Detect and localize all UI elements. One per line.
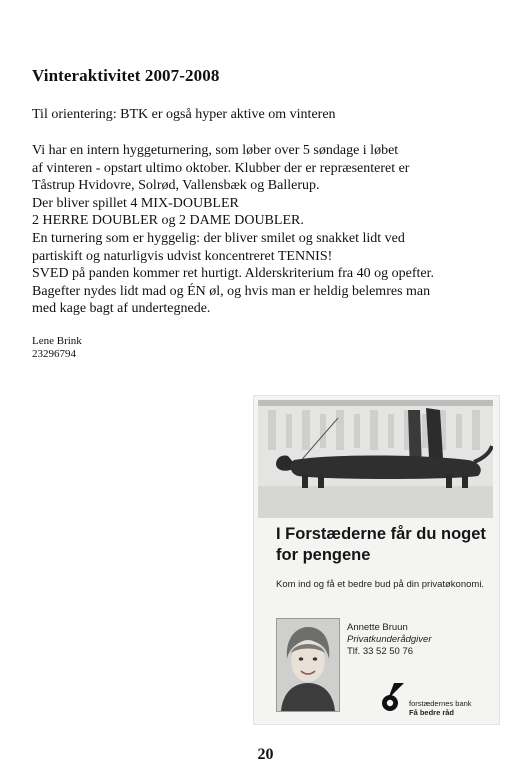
body-line: Der bliver spillet 4 MIX-DOUBLER (32, 195, 239, 211)
ad-headline: I Forstæderne får du noget for pengene (276, 525, 486, 564)
page-number: 20 (257, 746, 274, 763)
dachshund-photo (258, 400, 493, 518)
article-title: Vinteraktivitet 2007-2008 (32, 66, 220, 85)
body-line: SVED på panden kommer ret hurtigt. Alderskriterium fra 40 og opefter. (32, 266, 435, 282)
advisor-name: Annette Bruun (347, 622, 408, 633)
body-line: partiskift og naturligvis udvist koncentreret TENNIS! (32, 248, 333, 264)
body-line: Bagefter nydes lidt mad og ÉN øl, og hvis man er heldig belemres man (32, 283, 431, 299)
advisor-role: Privatkunderådgiver (347, 634, 432, 645)
body-line: Tåstrup Hvidovre, Solrød, Vallensbæk og Ballerup. (32, 178, 320, 194)
body-line: med kage bagt af undertegnede. (32, 301, 211, 317)
signature (32, 335, 82, 361)
bank-tagline: Få bedre råd (409, 707, 455, 717)
article-body (32, 142, 502, 318)
body-line: Vi har en intern hyggeturnering, som løber over 5 søndage i løbet (32, 143, 399, 158)
ad-subtext: Kom ind og få et bedre bud på din privatøkonomi. (276, 579, 485, 590)
body-line: 2 HERRE DOUBLER og 2 DAME DOUBLER. (32, 213, 304, 229)
article-intro: Til orientering: BTK er også hyper aktive om vinteren (32, 107, 336, 122)
advisor-contact (347, 622, 432, 658)
bank-name-block (409, 700, 472, 717)
signature-phone: 23296794 (32, 348, 76, 360)
bank-advertisement (253, 395, 500, 725)
advisor-phone: Tlf. 33 52 50 76 (347, 646, 414, 657)
advisor-portrait (276, 618, 340, 712)
signature-name: Lene Brink (32, 335, 82, 347)
bank-name: forstædernes bank (409, 699, 472, 708)
bank-logo-icon (376, 682, 406, 712)
body-line: En turnering som er hyggelig: der bliver smilet og snakket lidt ved (32, 230, 405, 246)
body-line: af vinteren - opstart ultimo oktober. Klubber der er repræsenteret er (32, 160, 410, 176)
person-icon (277, 619, 339, 711)
dachshund-illustration (258, 400, 493, 518)
